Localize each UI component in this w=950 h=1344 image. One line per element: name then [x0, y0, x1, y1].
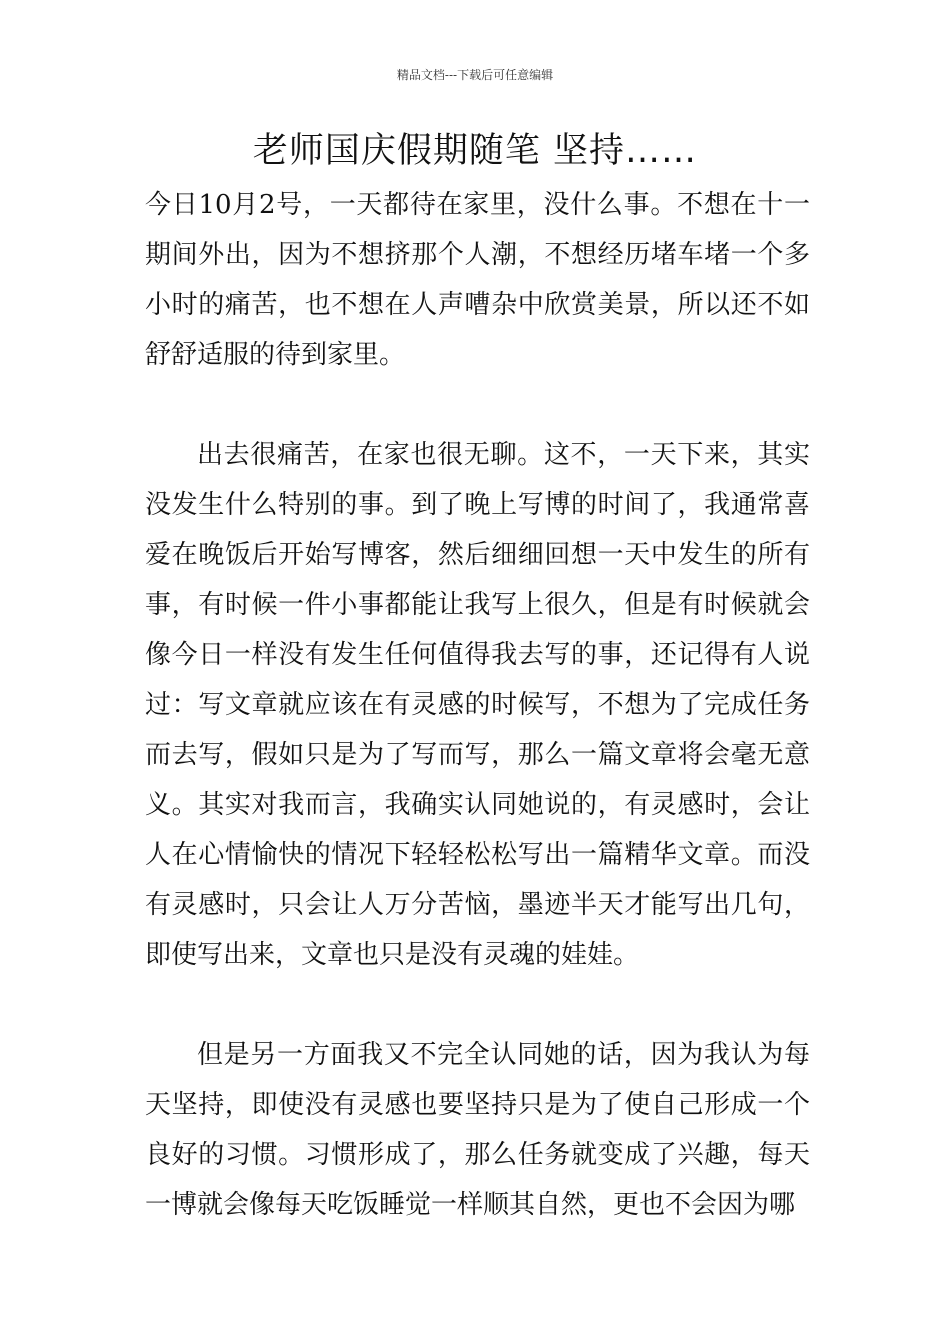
paragraph-2: 出去很痛苦，在家也很无聊。这不，一天下来，其实没发生什么特别的事。到了晚上写博的时间了，我通常喜爱在晚饭后开始写博客，然后细细回想一天中发生的所有事，有时候一件小事都能让我写上很久，但是有时候就会像今日一样没有发生任何值得我去写的事，还记得有人说过：写文章就应该在有灵感的时候写，不想为了完成任务而去写，假如只是为了写而写，那么一篇文章将会毫无意义。其实对我而言，我确实认同她说的，有灵感时，会让人在心情愉快的情况下轻轻松松写出一篇精华文章。而没有灵感时，只会让人万分苦恼，墨迹半天才能写出几句，即使写出来，文章也只是没有灵魂的娃娃。 [145, 440, 810, 970]
document-title: 老师国庆假期随笔 坚持…… [252, 131, 698, 171]
paragraph-1: 今日10月2号，一天都待在家里，没什么事。不想在十一期间外出，因为不想挤那个人潮，不想经历堵车堵一个多小时的痛苦，也不想在人声嘈杂中欣赏美景，所以还不如舒舒适服的待到家里。 [145, 190, 810, 370]
page-header-note: 精品文档---下载后可任意编辑 [396, 68, 554, 82]
document-body [145, 180, 810, 1230]
paragraph-3: 但是另一方面我又不完全认同她的话，因为我认为每天坚持，即使没有灵感也要坚持只是为了使自己形成一个良好的习惯。习惯形成了，那么任务就变成了兴趣，每天一博就会像每天吃饭睡觉一样顺其自然，更也不会因为哪 [145, 1040, 810, 1220]
